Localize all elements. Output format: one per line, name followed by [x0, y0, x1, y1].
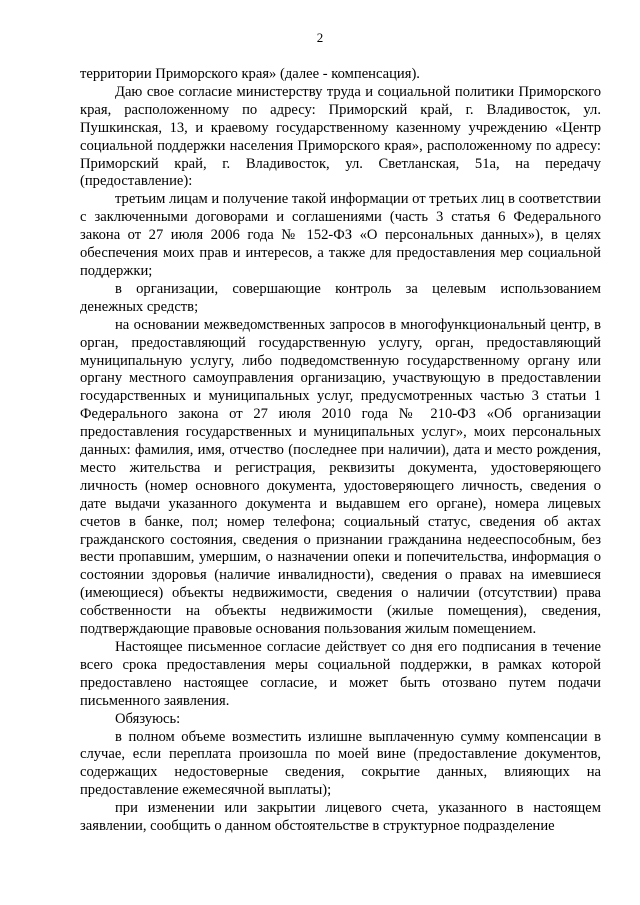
paragraph: при изменении или закрытии лицевого счета, указанного в настоящем заявлении, сообщить о данном обстоятельстве в структурное подразделение	[80, 800, 601, 835]
page-number: 2	[316, 30, 324, 45]
paragraph: третьим лицам и получение такой информации от третьих лиц в соответствии с заключенными договорами и соглашениями (часть 3 статья 6 Федерального закона от 27 июля 2006 года № 152-ФЗ «О персональных данных»), в целях обеспечения моих прав и интересов, а также для предоставления мер социальной поддержки;	[80, 191, 601, 279]
paragraph: Настоящее письменное согласие действует со дня его подписания в течение всего срока предоставления меры социальной поддержки, в рамках которой предоставлено настоящее согласие, и может быть отозвано путем подачи письменного заявления.	[80, 639, 601, 709]
paragraph: в полном объеме возместить излишне выплаченную сумму компенсации в случае, если переплата произошла по моей вине (предоставление документов, содержащих недостоверные сведения, сокрытие данных, влияющих на предоставление ежемесячной выплаты);	[80, 728, 601, 799]
paragraph: Обязуюсь:	[115, 710, 181, 727]
paragraph: Даю свое согласие министерству труда и социальной политики Приморского края, расположенному по адресу: Приморский край, г. Владивосток, ул. Пушкинская, 13, и краевому государственному казенному учреждению «Центр социальной поддержки населения Приморского края», расположенному по адресу: Приморский край, г. Владивосток, ул. Светланская, 51а, на передачу (предоставление):	[80, 83, 601, 190]
document-body	[80, 66, 601, 836]
paragraph: территории Приморского края» (далее - компенсация).	[80, 66, 420, 82]
paragraph: на основании межведомственных запросов в многофункциональный центр, в орган, предоставляющий государственную услугу, орган, предоставляющий муниципальную услугу, либо подведомственную государственному органу или органу местного самоуправления организацию, участвующую в предоставлении государственных и муниципальных услуг, предусмотренных частью 3 статьи 1 Федерального закона от 27 июля 2010 года № 210-ФЗ «Об организации предоставления государственных и муниципальных услуг», моих персональных данных: фамилия, имя, отчество (последнее при наличии), дата и место рождения, место жительства и регистрация, реквизиты документа, удостоверяющего личность (номер основного документа, удостоверяющего личность, сведения о дате выдачи указанного документа и выдавшем его органе), номера лицевых счетов в банке, пол; номер телефона; социальный статус, сведения об актах гражданского состояния, сведения о признании гражданина недееспособным, без вести пропавшим, умершим, о назначении опеки и попечительства, информация о состоянии здоровья (наличие инвалидности), сведения о правах на имевшиеся (имеющиеся) объекты недвижимости, сведения о наличии (отсутствии) права собственности на объекты недвижимости (жилые помещения), сведения, подтверждающие правовые основания пользования жилым помещением.	[80, 316, 601, 638]
paragraph: в организации, совершающие контроль за целевым использованием денежных средств;	[80, 280, 601, 315]
